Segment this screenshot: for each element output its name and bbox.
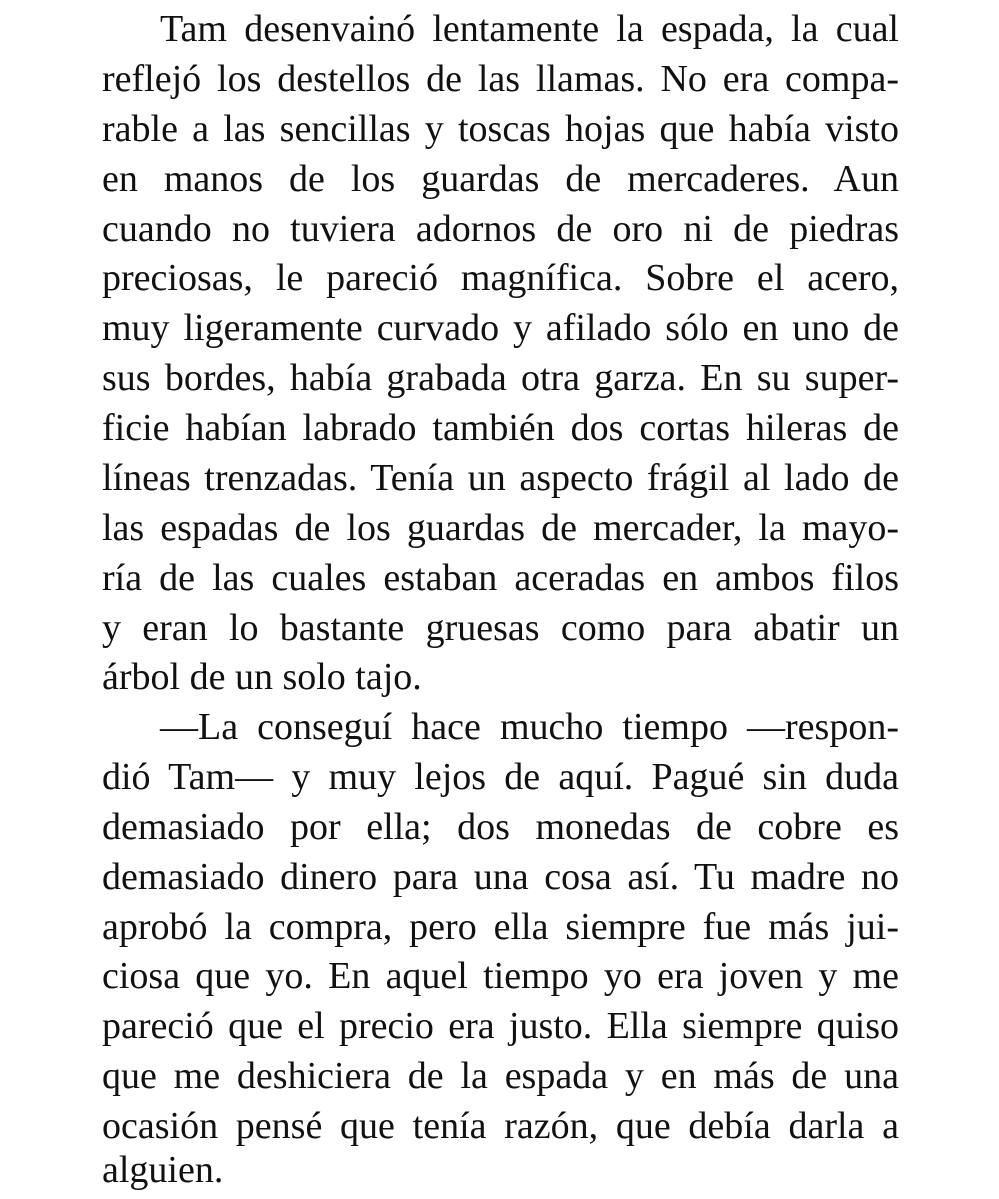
text-line: alguien. bbox=[102, 1149, 224, 1191]
text-line: Tam desenvainó lentamente la espada, la cual bbox=[160, 8, 899, 50]
text-line: pareció que el precio era justo. Ella siempre quiso bbox=[102, 1005, 899, 1047]
text-line: demasiado por ella; dos monedas de cobre es bbox=[102, 806, 899, 848]
text-line: ciosa que yo. En aquel tiempo yo era joven y me bbox=[102, 955, 899, 997]
text-line: reflejó los destellos de las llamas. No era compa- bbox=[102, 58, 899, 100]
text-line: preciosas, le pareció magnífica. Sobre el acero, bbox=[102, 257, 899, 299]
text-line: y eran lo bastante gruesas como para abatir un bbox=[102, 607, 899, 649]
text-line: —La conseguí hace mucho tiempo —respon- bbox=[160, 706, 899, 748]
text-line: dió Tam— y muy lejos de aquí. Pagué sin duda bbox=[102, 756, 899, 798]
text-line: las espadas de los guardas de mercader, la mayo- bbox=[102, 507, 899, 549]
text-line: ficie habían labrado también dos cortas hileras de bbox=[102, 407, 899, 449]
text-line: sus bordes, había grabada otra garza. En su super- bbox=[102, 357, 899, 399]
text-line: líneas trenzadas. Tenía un aspecto frágil al lado de bbox=[102, 457, 899, 499]
text-line: rable a las sencillas y toscas hojas que había visto bbox=[102, 108, 899, 150]
text-line: en manos de los guardas de mercaderes. Aun bbox=[102, 158, 899, 200]
text-line: que me deshiciera de la espada y en más de una bbox=[102, 1055, 899, 1097]
text-line: cuando no tuviera adornos de oro ni de piedras bbox=[102, 208, 899, 250]
text-line: aprobó la compra, pero ella siempre fue más jui- bbox=[102, 906, 899, 948]
text-line: demasiado dinero para una cosa así. Tu madre no bbox=[102, 856, 899, 898]
text-line: muy ligeramente curvado y afilado sólo en uno de bbox=[102, 307, 899, 349]
text-line: árbol de un solo tajo. bbox=[102, 656, 422, 698]
text-line: ocasión pensé que tenía razón, que debía darla a bbox=[102, 1105, 899, 1147]
text-line: ría de las cuales estaban aceradas en ambos filos bbox=[102, 557, 899, 599]
